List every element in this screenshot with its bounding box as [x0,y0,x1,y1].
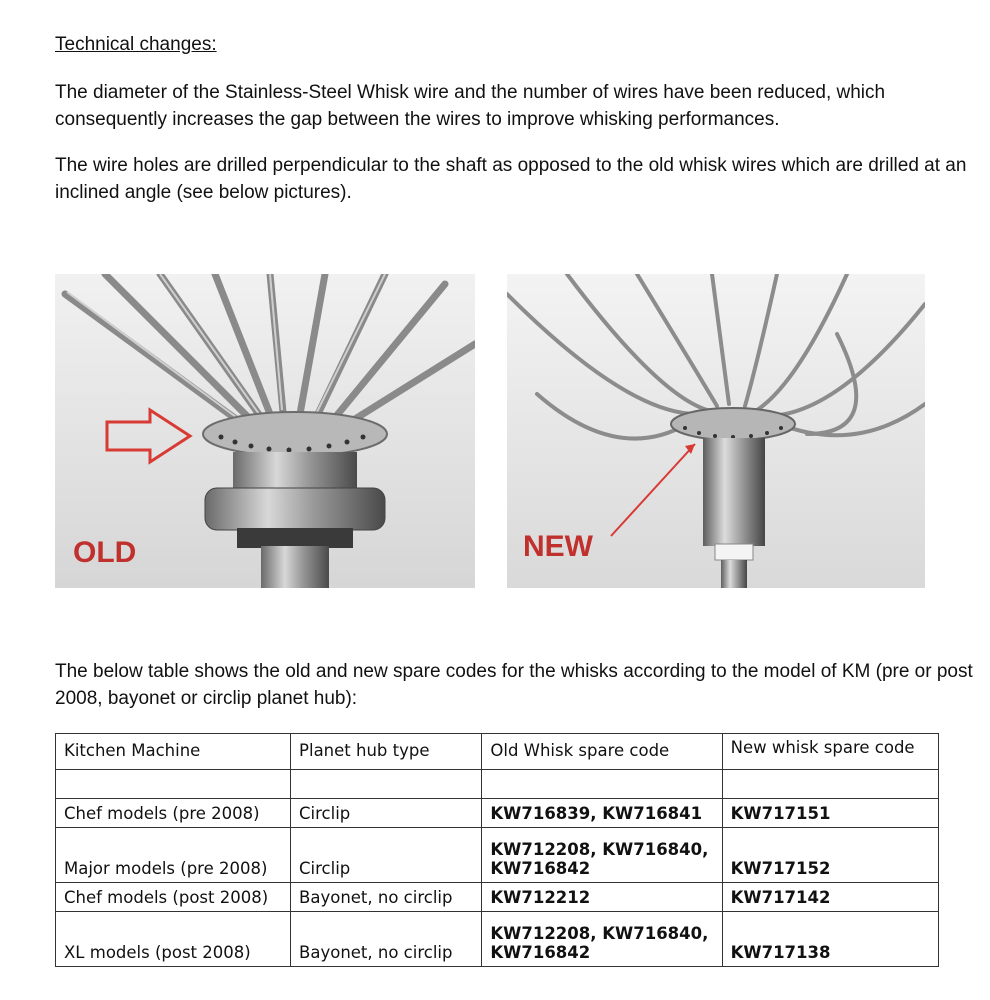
hub-cell: Circlip [291,828,482,883]
old-label: OLD [73,536,137,569]
table-row [56,883,939,912]
header-planet-hub-type: Planet hub type [291,734,482,770]
old-code-cell: KW712208, KW716840, KW716842 [482,912,722,967]
table-row [56,912,939,967]
section-heading: Technical changes: [55,34,217,55]
machine-cell: Chef models (post 2008) [56,883,291,912]
machine-cell: Major models (pre 2008) [56,828,291,883]
old-code-cell: KW712212 [482,883,722,912]
new-label: NEW [523,530,593,563]
table-header-row [56,734,939,770]
old-whisk-photo [55,274,475,588]
machine-cell: Chef models (pre 2008) [56,799,291,828]
header-new-code: New whisk spare code [722,734,938,770]
old-code-cell: KW712208, KW716840, KW716842 [482,828,722,883]
new-code-cell: KW717152 [722,828,938,883]
old-code-cell: KW716839, KW716841 [482,799,722,828]
hub-cell: Circlip [291,799,482,828]
new-whisk-photo [507,274,925,588]
header-old-code: Old Whisk spare code [482,734,722,770]
hub-cell: Bayonet, no circlip [291,883,482,912]
header-kitchen-machine: Kitchen Machine [56,734,291,770]
paragraph-table-intro: The below table shows the old and new spare codes for the whisks according to the model of KM (pre or post 2008, bayonet or circlip planet hub): [55,661,973,709]
paragraph-wire-diameter: The diameter of the Stainless-Steel Whisk wire and the number of wires have been reduced, which consequently increases the gap between the wires to improve whisking performances. [55,82,886,130]
paragraph-wire-holes: The wire holes are drilled perpendicular to the shaft as opposed to the old whisk wires which are drilled at an inclined angle (see below pictures). [55,155,967,203]
table-row [56,799,939,828]
new-code-cell: KW717138 [722,912,938,967]
table-blank-row [56,770,939,799]
new-code-cell: KW717151 [722,799,938,828]
spare-codes-table [55,733,939,967]
table-row [56,828,939,883]
hub-cell: Bayonet, no circlip [291,912,482,967]
machine-cell: XL models (post 2008) [56,912,291,967]
new-code-cell: KW717142 [722,883,938,912]
